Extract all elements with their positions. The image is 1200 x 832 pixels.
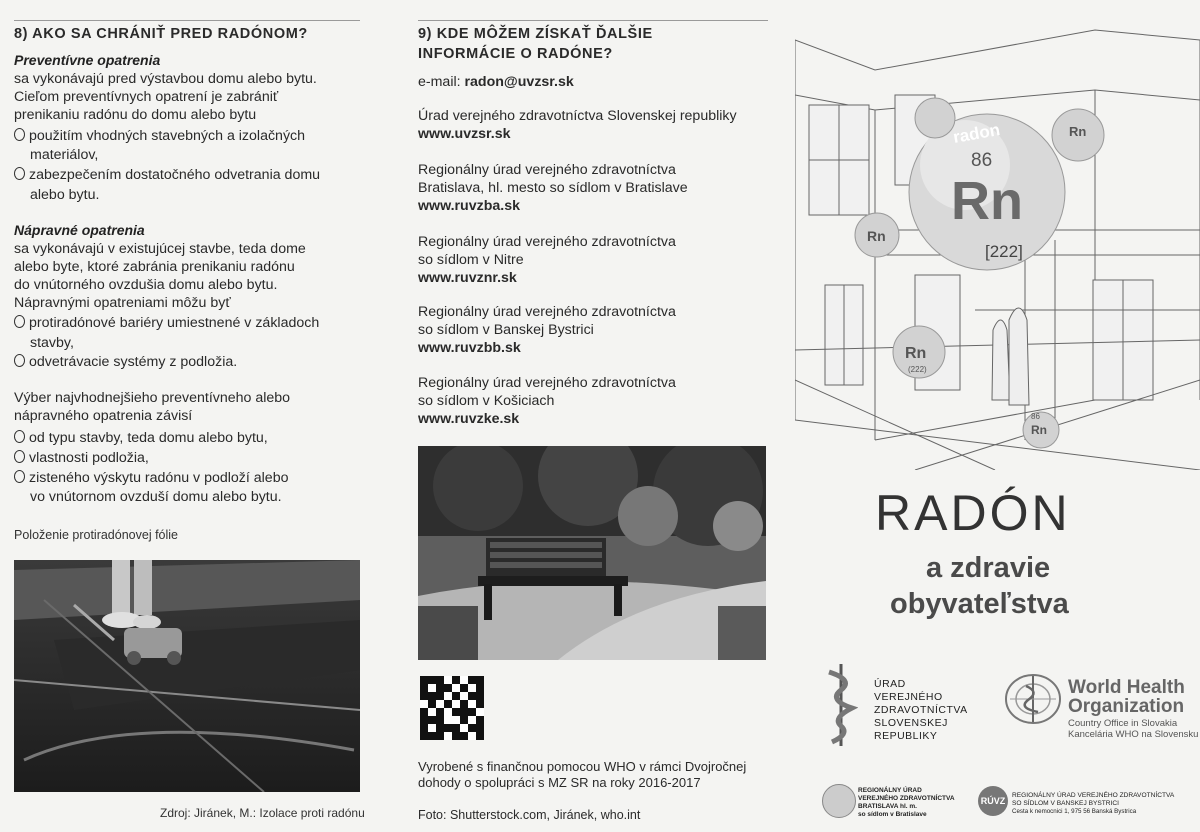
office-name: Regionálny úrad verejného zdravotníctva — [418, 304, 676, 320]
funding-note: Vyrobené s finančnou pomocou WHO v rámci Dvojročnej — [418, 759, 747, 774]
text-line: prenikaniu radónu do domu alebo bytu — [14, 107, 257, 123]
bullet-item: odvetrávacie systémy z podložia. — [14, 353, 237, 371]
text-line: Nápravnými opatreniami môžu byť — [14, 295, 231, 311]
caduceus-icon — [824, 662, 858, 748]
small-element-symbol: Rn — [1069, 124, 1087, 139]
office-name: Úrad verejného zdravotníctva Slovenskej republiky — [418, 108, 737, 124]
ruvzbb-line: Cesta k nemocnici 1, 975 56 Banská Bystrica — [1012, 808, 1137, 815]
cover-subtitle-2: obyvateľstva — [890, 588, 1069, 620]
email-line — [418, 73, 574, 91]
text-line: sa vykonávajú pred výstavbou domu alebo bytu. — [14, 71, 317, 87]
uvz-line: SLOVENSKEJ — [874, 717, 948, 729]
text-line: sa vykonávajú v existujúcej stavbe, teda dome — [14, 241, 306, 257]
who-emblem-icon — [1004, 672, 1062, 726]
bullet-item: zabezpečením dostatočného odvetrania domu — [14, 166, 320, 184]
text-line: do vnútorného ovzdušia domu alebo bytu. — [14, 277, 278, 293]
ruvzba-line: so sídlom v Bratislave — [858, 811, 927, 818]
ruvzba-line: BRATISLAVA hl. m. — [858, 803, 917, 810]
email-link[interactable]: radon@uvzsr.sk — [464, 74, 574, 90]
text-line: nápravného opatrenia závisí — [14, 408, 193, 424]
divider — [418, 20, 768, 21]
corrective-title: Nápravné opatrenia — [14, 222, 145, 238]
office-name: Regionálny úrad verejného zdravotníctva — [418, 234, 676, 250]
office-url[interactable]: www.ruvzbb.sk — [418, 340, 521, 356]
bullet-item: protiradónové bariéry umiestnené v základoch — [14, 314, 319, 332]
office-url[interactable]: www.ruvznr.sk — [418, 270, 517, 286]
who-name-2: Organization — [1068, 696, 1185, 717]
qr-code-icon[interactable] — [420, 676, 484, 740]
uvz-line: REPUBLIKY — [874, 730, 938, 742]
text-line: vo vnútornom ovzduší domu alebo bytu. — [30, 489, 282, 505]
small-element-symbol: Rn — [905, 345, 927, 362]
section-heading-9a: 9) KDE MÔŽEM ZÍSKAŤ ĎALŠIE — [418, 26, 653, 42]
small-element-symbol: Rn — [867, 228, 886, 244]
middle-panel — [400, 0, 785, 832]
office-name: so sídlom v Nitre — [418, 252, 524, 268]
bullet-item: od typu stavby, teda domu alebo bytu, — [14, 429, 268, 447]
text-line: materiálov, — [30, 147, 99, 163]
bullet-item: zisteného výskytu radónu v podloží alebo — [14, 469, 288, 487]
element-name: radon — [951, 120, 1002, 147]
section-heading-9b: INFORMÁCIE O RADÓNE? — [418, 46, 613, 62]
uvz-line: VEREJNÉHO — [874, 691, 943, 703]
ruvzbb-line: REGIONÁLNY ÚRAD VEREJNÉHO ZDRAVOTNÍCTVA — [1012, 792, 1175, 799]
office-name: so sídlom v Banskej Bystrici — [418, 322, 594, 338]
text-line: alebo bytu. — [30, 187, 100, 203]
house-illustration — [795, 0, 1200, 470]
office-url[interactable]: www.ruvzba.sk — [418, 198, 520, 214]
ruvzba-line: REGIONÁLNY ÚRAD — [858, 787, 922, 794]
ruvzba-line: VEREJNÉHO ZDRAVOTNÍCTVA — [858, 795, 955, 802]
office-name: so sídlom v Košiciach — [418, 393, 555, 409]
small-element-mass: (222) — [908, 365, 927, 374]
left-panel — [0, 0, 380, 832]
section-heading-8: 8) AKO SA CHRÁNIŤ PRED RADÓNOM? — [14, 26, 308, 42]
preventive-title: Preventívne opatrenia — [14, 52, 161, 68]
text-line: stavby, — [30, 335, 74, 351]
text-line: Výber najvhodnejšieho preventívneho alebo — [14, 390, 291, 406]
office-url[interactable]: www.ruvzke.sk — [418, 411, 520, 427]
funding-note: dohody o spolupráci s MZ SR na roky 2016-2017 — [418, 775, 701, 790]
element-symbol: Rn — [951, 171, 1023, 231]
who-name-1: World Health — [1068, 677, 1185, 698]
small-element-symbol: Rn — [1031, 423, 1047, 437]
atomic-number: 86 — [971, 150, 993, 171]
cover-subtitle-1: a zdravie — [926, 552, 1051, 584]
uvz-line: ZDRAVOTNÍCTVA — [874, 704, 968, 716]
small-element-number: 86 — [1031, 412, 1040, 421]
text-line: alebo byte, ktoré zabránia prenikaniu radónu — [14, 259, 295, 275]
who-office-en: Country Office in Slovakia — [1068, 718, 1178, 729]
bullet-item: vlastnosti podložia, — [14, 449, 149, 467]
divider — [14, 20, 360, 21]
uvz-line: ÚRAD — [874, 678, 906, 690]
office-name: Regionálny úrad verejného zdravotníctva — [418, 162, 676, 178]
cover-title: RADÓN — [875, 485, 1071, 541]
bullet-item: použitím vhodných stavebných a izolačných — [14, 127, 305, 145]
ruvzbb-line: SO SÍDLOM V BANSKEJ BYSTRICI — [1012, 800, 1119, 807]
photo-credit: Foto: Shutterstock.com, Jiránek, who.int — [418, 808, 641, 822]
ruvzba-logo-icon — [822, 784, 856, 818]
ruvzbb-logo-icon: RÚVZ — [978, 786, 1008, 816]
text-line: Cieľom preventívnych opatrení je zabrániť — [14, 89, 279, 105]
email-label: e-mail: — [418, 74, 465, 90]
office-name: Bratislava, hl. mesto so sídlom v Bratislave — [418, 180, 688, 196]
office-url[interactable]: www.uvzsr.sk — [418, 126, 511, 142]
photo-source: Zdroj: Jiránek, M.: Izolace proti radónu — [160, 806, 365, 820]
membrane-photo — [14, 560, 360, 792]
who-office-sk: Kancelária WHO na Slovensku — [1068, 729, 1199, 740]
office-name: Regionálny úrad verejného zdravotníctva — [418, 375, 676, 391]
photo-caption: Položenie protiradónovej fólie — [14, 528, 178, 542]
park-bench-photo — [418, 446, 766, 660]
atomic-mass: [222] — [985, 242, 1023, 261]
